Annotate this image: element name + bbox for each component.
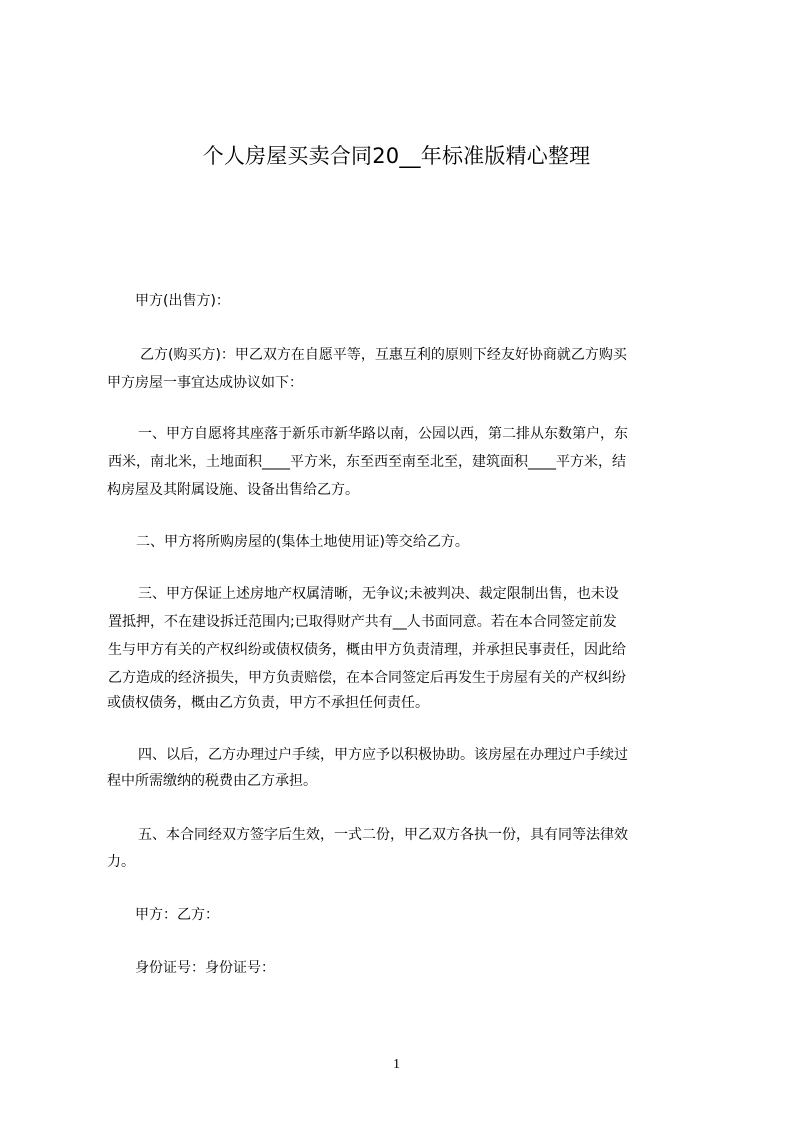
clause-3-line-4: 乙方造成的经济损失，甲方负责赔偿，在本合同签定后再发生于房屋有关的产权纠纷 bbox=[108, 670, 626, 686]
id-number-line: 身份证号：身份证号： bbox=[135, 960, 275, 976]
clause-4-line-1: 四、以后，乙方办理过户手续，甲方应予以积极协助。该房屋在办理过户手续过 bbox=[138, 747, 628, 763]
clause-1-line-3: 构房屋及其附属设施、设备出售给乙方。 bbox=[107, 482, 359, 498]
clause-3-line-3: 生与甲方有关的产权纠纷或债权债务，概由甲方负责清理，并承担民事责任，因此给 bbox=[108, 642, 626, 658]
clause-4-line-2: 程中所需缴纳的税费由乙方承担。 bbox=[107, 773, 317, 789]
document-title: 个人房屋买卖合同20__年标准版精心整理 bbox=[202, 144, 591, 168]
signature-line: 甲方：乙方： bbox=[135, 907, 219, 923]
clause-3-line-1: 三、甲方保证上述房地产权属清晰，无争议;未被判决、裁定限制出售，也未设 bbox=[138, 586, 619, 602]
clause-3-line-5: 或债权债务，概由乙方负责，甲方不承担任何责任。 bbox=[107, 695, 429, 711]
clause-1-line-1: 一、甲方自愿将其座落于新乐市新华路以南，公园以西，第二排从东数第户，东 bbox=[138, 426, 628, 442]
party-b-line-2: 甲方房屋一事宜达成协议如下： bbox=[107, 375, 303, 391]
party-b-line-1: 乙方(购买方)：甲乙双方在自愿平等，互惠互利的原则下经友好协商就乙方购买 bbox=[140, 347, 627, 363]
clause-1-line-2: 西米，南北米，土地面积____平方米，东至西至南至北至，建筑面积____平方米，结 bbox=[108, 454, 626, 470]
party-a-line: 甲方(出售方)： bbox=[135, 293, 230, 309]
clause-3-line-2: 置抵押，不在建设拆迁范围内;已取得财产共有__人书面同意。若在本合同签定前发 bbox=[108, 614, 617, 630]
clause-2-line-1: 二、甲方将所购房屋的(集体土地使用证)等交给乙方。 bbox=[136, 534, 469, 550]
clause-5-line-2: 力。 bbox=[107, 854, 135, 870]
clause-5-line-1: 五、本合同经双方签字后生效，一式二份，甲乙双方各执一份，具有同等法律效 bbox=[138, 827, 628, 843]
page-number: 1 bbox=[393, 1057, 400, 1072]
